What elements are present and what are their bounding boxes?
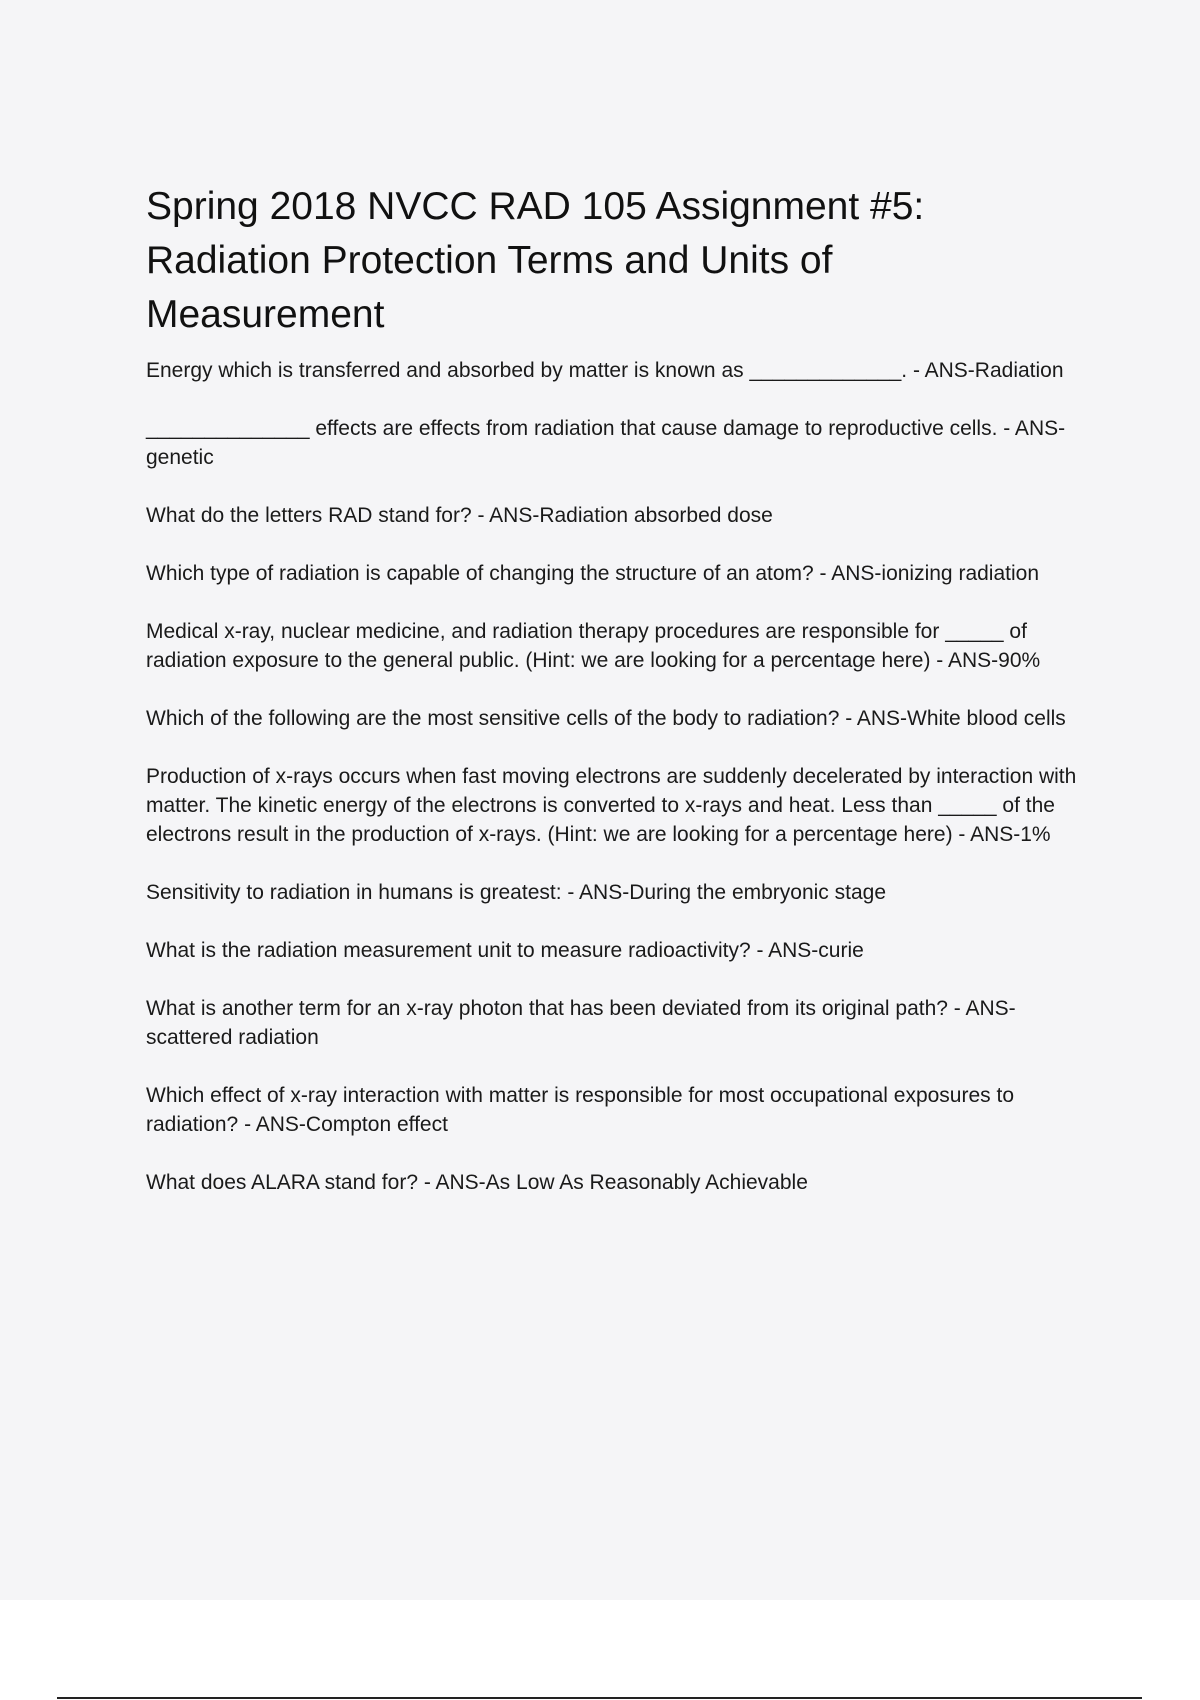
qa-item: Energy which is transferred and absorbed by matter is known as _____________. - ANS-Radiation xyxy=(146,359,1064,382)
qa-item: ______________ effects are effects from radiation that cause damage to reproductive cells. - ANS-genetic xyxy=(146,417,1066,469)
qa-item: What do the letters RAD stand for? - ANS-Radiation absorbed dose xyxy=(146,504,773,527)
qa-list xyxy=(146,356,1086,1197)
qa-item: What does ALARA stand for? - ANS-As Low As Reasonably Achievable xyxy=(146,1171,808,1194)
qa-item: Sensitivity to radiation in humans is greatest: - ANS-During the embryonic stage xyxy=(146,881,887,904)
qa-item: Medical x-ray, nuclear medicine, and radiation therapy procedures are responsible for _____ of radiation exposure to the general public. (Hint: we are looking for a percentage here) - ANS-90% xyxy=(146,620,1041,672)
qa-item: Which effect of x-ray interaction with matter is responsible for most occupational exposures to radiation? - ANS-Compton effect xyxy=(146,1084,1015,1136)
qa-item: Which of the following are the most sensitive cells of the body to radiation? - ANS-White blood cells xyxy=(146,707,1066,730)
document-title: Spring 2018 NVCC RAD 105 Assignment #5: Radiation Protection Terms and Units of Measurement xyxy=(146,185,925,336)
qa-item: Production of x-rays occurs when fast moving electrons are suddenly decelerated by interaction with matter. The kinetic energy of the electrons is converted to x-rays and heat. Less than _____ of the electrons result in the production of x-rays. (Hint: we are looking for a percentage here) - ANS-1% xyxy=(146,765,1077,846)
qa-item: What is another term for an x-ray photon that has been deviated from its original path? - ANS-scattered radiation xyxy=(146,997,1016,1049)
qa-item: What is the radiation measurement unit to measure radioactivity? - ANS-curie xyxy=(146,939,864,962)
page-divider xyxy=(57,1697,1142,1699)
qa-item: Which type of radiation is capable of changing the structure of an atom? - ANS-ionizing radiation xyxy=(146,562,1040,585)
